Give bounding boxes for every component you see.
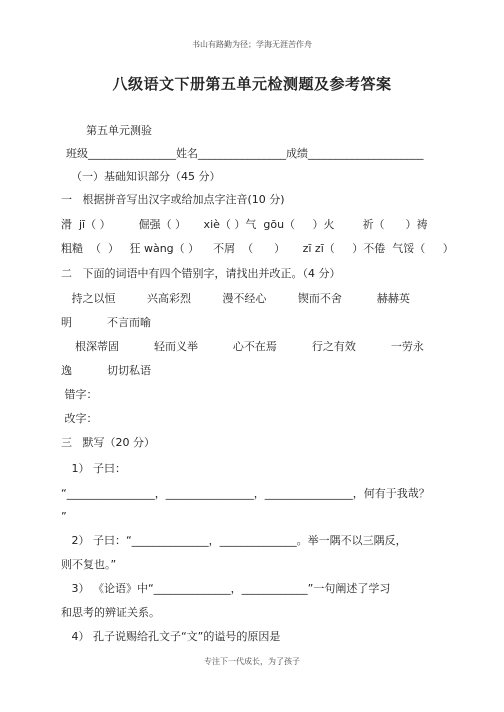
q1-line2: 粗糙 （ ） 狂 wàng（ ） 不屑 （ ） zī zī（ ）不倦 气馁（ ）: [61, 242, 454, 255]
q3-item2-line1: 2） 子曰：“______________，______________。举一隅不以三隅反，: [61, 534, 407, 547]
q3-item2-line2: 则不复也。”: [61, 558, 117, 571]
q3-item1-label: 1） 子曰：: [61, 462, 126, 475]
q2-wrong-label: 错字：: [61, 388, 98, 401]
q2-heading: 二 下面的词语中有四个错别字，请找出并改正。（4 分）: [61, 267, 341, 280]
q2-line3: 根深蒂固 轻而义举 心不在焉 行之有效 一劳永: [61, 340, 424, 353]
q2-line1: 持之以恒 兴高彩烈 漫不经心 锲而不舍 赫赫英: [61, 292, 410, 305]
part1-heading: （一）基础知识部分（45 分）: [71, 170, 221, 183]
q1-line1: 滑 jī（ ） 倔强（ ） xiè（ ）气 gōu（ ）火 祈（ ）祷: [61, 218, 428, 231]
q3-item1-blanks: “________________，________________，________________，何有于我哉？: [61, 487, 430, 500]
q3-item4-line1: 4） 孔子说赐给孔文子“文”的谥号的原因是: [61, 630, 281, 643]
q3-item1-end: ”: [61, 510, 67, 523]
q2-line4: 逸 切切私语: [61, 364, 151, 377]
q3-item3-line1: 3） 《论语》中“______________，____________”一句阐述了学习: [61, 582, 391, 595]
q3-heading: 三 默写（20 分）: [61, 436, 155, 449]
q1-heading: 一 根据拼音写出汉字或给加点字注音(10 分): [61, 193, 285, 206]
doc-title: 八级语文下册第五单元检测题及参考答案: [112, 75, 392, 93]
q2-correct-label: 改字：: [61, 412, 98, 425]
q3-item3-line2: 和思考的辨证关系。: [61, 606, 160, 619]
q2-line2: 明 不言而喻: [61, 316, 151, 329]
student-info: 班级________________姓名________________成绩_____________________: [66, 147, 424, 160]
page-header: 书山有路勤为径；学海无涯苦作舟: [192, 40, 312, 49]
page-footer: 专注下一代成长，为了孩子: [204, 657, 300, 666]
section-title: 第五单元测验: [86, 124, 152, 137]
